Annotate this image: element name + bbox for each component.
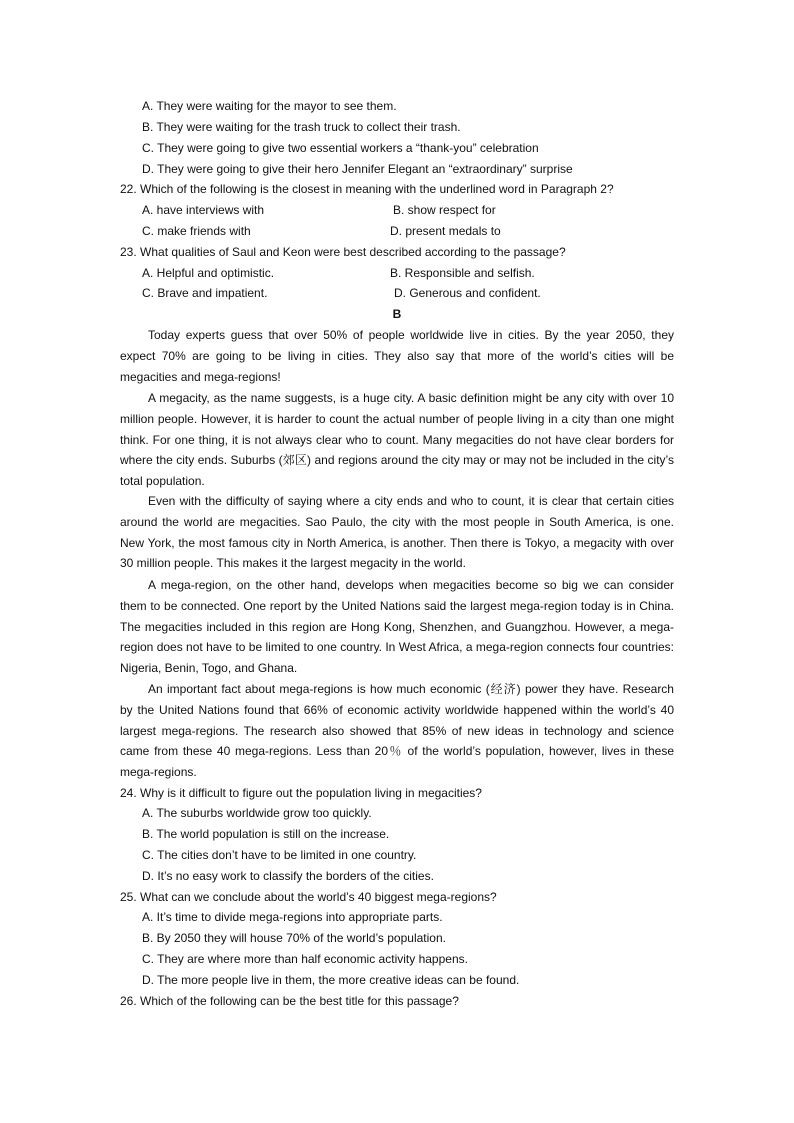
q23-option-b: B. Responsible and selfish. (390, 266, 535, 280)
q21-option-b: B. They were waiting for the trash truck to collect their trash. (142, 120, 461, 134)
passage-paragraph-2: A megacity, as the name suggests, is a huge city. A basic definition might be any city with over 10 million people. However, it is harder to count the actual number of people living in a city than one might think. For one thing, it is not always clear who to count. Many megacities do not have clear borders for where the city ends. Suburbs (郊区) and regions around the city may or may not be included in the city’s total population. (120, 391, 674, 489)
q23-option-a: A. Helpful and optimistic. (142, 266, 275, 280)
q22-option-d: D. present medals to (390, 224, 501, 238)
q22-option-c: C. make friends with (142, 224, 251, 238)
q22-option-a: A. have interviews with (142, 203, 265, 217)
q24-option-a: A. The suburbs worldwide grow too quickly. (142, 806, 372, 820)
q22-option-b: B. show respect for (393, 203, 496, 217)
q21-option-c: C. They were going to give two essential workers a “thank-you” celebration (142, 141, 539, 155)
section-label: B (392, 307, 402, 321)
q22-stem: 22. Which of the following is the closest in meaning with the underlined word in Paragraph 2? (120, 182, 614, 196)
q26-stem: 26. Which of the following can be the best title for this passage? (120, 994, 459, 1008)
q23-option-d: D. Generous and confident. (394, 286, 541, 300)
q25-option-b: B. By 2050 they will house 70% of the world’s population. (142, 931, 446, 945)
q25-option-c: C. They are where more than half economic activity happens. (142, 952, 468, 966)
q23-stem: 23. What qualities of Saul and Keon were best described according to the passage? (120, 245, 566, 259)
q21-option-a: A. They were waiting for the mayor to see them. (142, 99, 397, 113)
q24-option-d: D. It’s no easy work to classify the borders of the cities. (142, 869, 434, 883)
q24-stem: 24. Why is it difficult to figure out the population living in megacities? (120, 786, 482, 800)
passage-paragraph-3: Even with the difficulty of saying where a city ends and who to count, it is clear that certain cities around the world are megacities. Sao Paulo, the city with the most people in South America, is one. New York, the most famous city in North America, is another. Then there is Tokyo, a megacity with over 30 million people. This makes it the largest megacity in the world. (120, 494, 674, 571)
passage-paragraph-4: A mega-region, on the other hand, develops when megacities become so big we can consider them to be connected. One report by the United Nations said the largest mega-region today is in China. The megacities included in this region are Hong Kong, Shenzhen, and Guangzhou. However, a mega-region does not have to be limited to one country. In West Africa, a mega-region connects four countries: Nigeria, Benin, Togo, and Ghana. (120, 578, 674, 676)
passage-paragraph-1: Today experts guess that over 50% of people worldwide live in cities. By the year 2050, they expect 70% are going to be living in cities. They also say that more of the world’s cities will be megacities and mega-regions! (120, 328, 674, 384)
q25-stem: 25. What can we conclude about the world’s 40 biggest mega-regions? (120, 890, 497, 904)
q21-option-d: D. They were going to give their hero Jennifer Elegant an “extraordinary” surprise (142, 162, 573, 176)
passage-paragraph-5: An important fact about mega-regions is how much economic (经济) power they have. Research by the United Nations found that 66% of economic activity worldwide happened within the world’s 40 largest mega-regions. The research also showed that 85% of new ideas in technology and science came from these 40 mega-regions. Less than 20％ of the world’s population, however, lives in these mega-regions. (120, 682, 674, 780)
q24-option-c: C. The cities don’t have to be limited in one country. (142, 848, 417, 862)
q25-option-d: D. The more people live in them, the more creative ideas can be found. (142, 973, 520, 987)
q23-option-c: C. Brave and impatient. (142, 286, 268, 300)
q25-option-a: A. It’s time to divide mega-regions into appropriate parts. (142, 910, 443, 924)
q24-option-b: B. The world population is still on the increase. (142, 827, 390, 841)
